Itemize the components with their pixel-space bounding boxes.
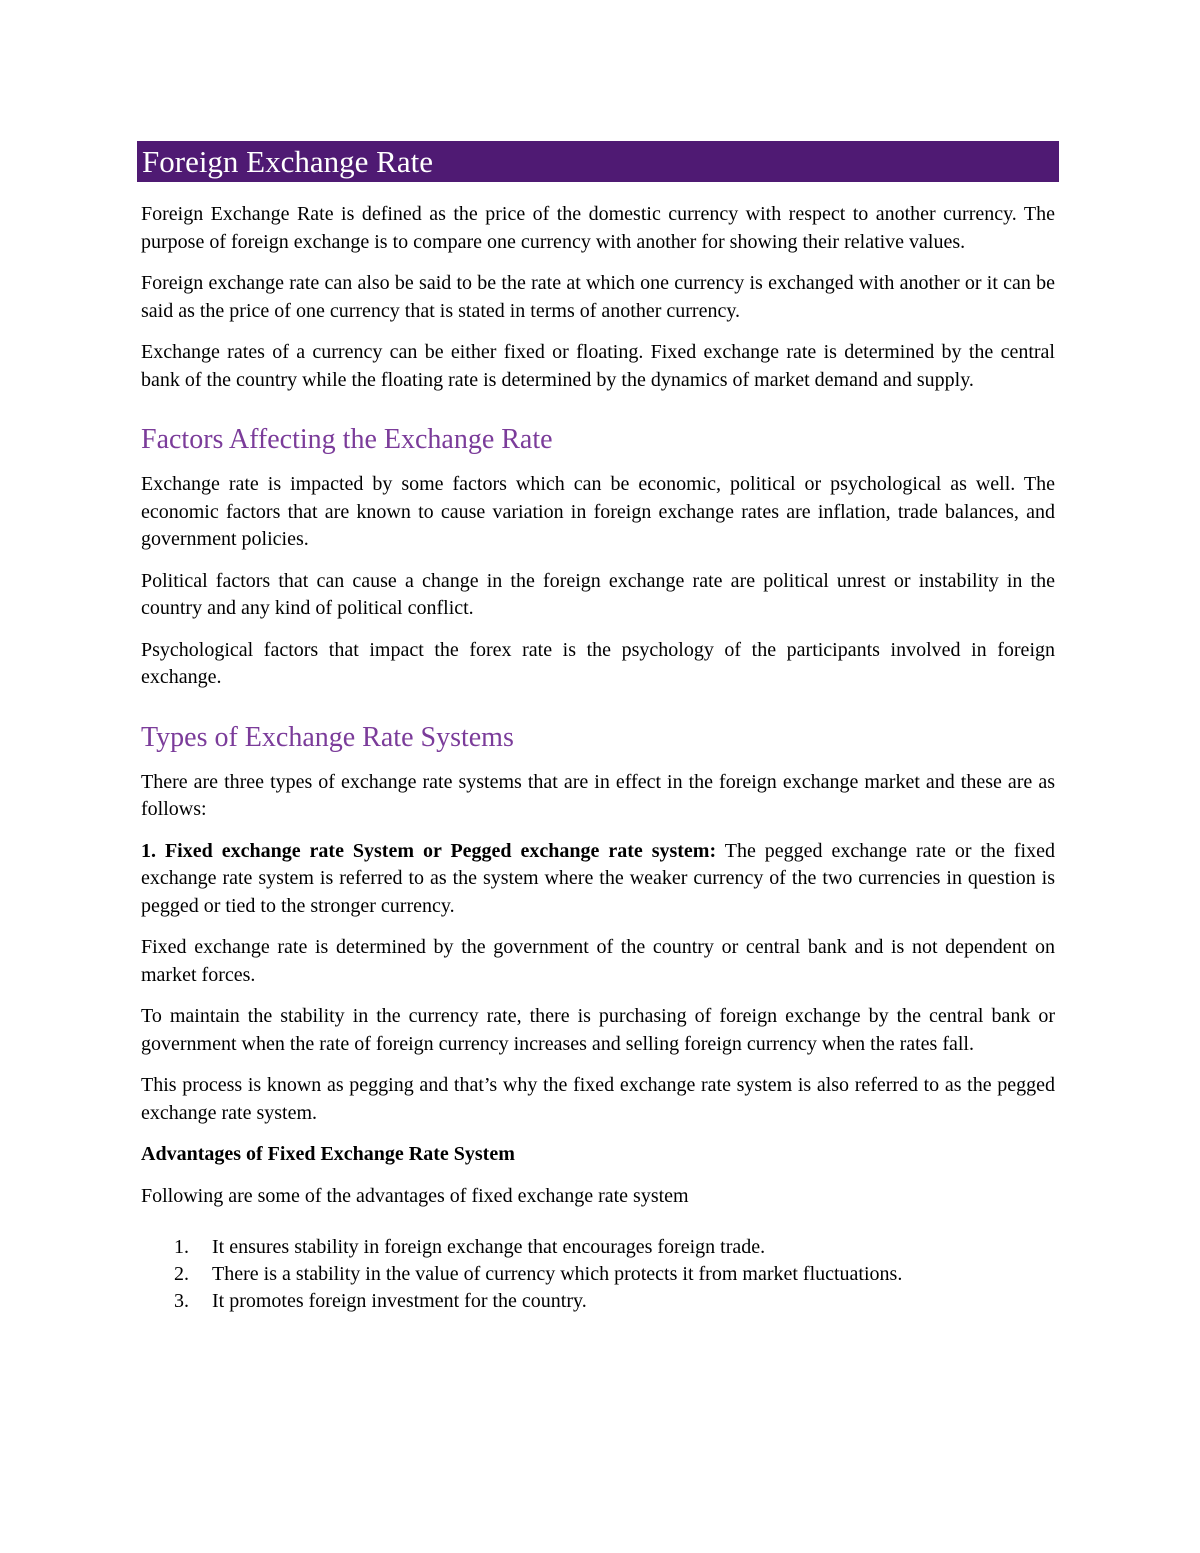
list-item-text: There is a stability in the value of currency which protects it from market fluctuations. (212, 1263, 903, 1285)
list-item-text: It promotes foreign investment for the country. (212, 1290, 587, 1312)
intro-paragraph-3: Exchange rates of a currency can be either fixed or floating. Fixed exchange rate is determined by the central bank of the country while the floating rate is determined by the dynamics of market demand and supply. (141, 341, 1055, 391)
fixed-system-text: The pegged exchange rate or the fixed exchange rate system is referred to as the system where the weaker currency of the two currencies in question is pegged or tied to the stronger currency. (141, 839, 1055, 917)
page-title: Foreign Exchange Rate (142, 144, 433, 179)
title-bar (137, 141, 1059, 182)
types-paragraph-2: To maintain the stability in the currency rate, there is purchasing of foreign exchange by the central bank or government when the rate of foreign currency increases and selling foreign currency when the rates fall. (141, 1005, 1055, 1055)
types-paragraph-3: This process is known as pegging and that’s why the fixed exchange rate system is also referred to as the pegged exchange rate system. (141, 1074, 1055, 1124)
fixed-system-paragraph (137, 838, 1059, 921)
advantages-intro: Following are some of the advantages of fixed exchange rate system (141, 1184, 689, 1207)
list-item (137, 1234, 1059, 1261)
types-heading: Types of Exchange Rate Systems (141, 721, 514, 753)
intro-paragraph-1: Foreign Exchange Rate is defined as the price of the domestic currency with respect to another currency. The purpose of foreign exchange is to compare one currency with another for showing their relative values. (141, 203, 1055, 253)
advantages-list (137, 1234, 1059, 1315)
document-page (137, 141, 1059, 1315)
factors-paragraph-2: Political factors that can cause a change in the foreign exchange rate are political unrest or instability in the country and any kind of political conflict. (141, 569, 1055, 619)
list-item-number: 3. (174, 1290, 189, 1312)
factors-paragraph-3: Psychological factors that impact the forex rate is the psychology of the participants involved in foreign exchange. (141, 638, 1055, 688)
list-item (137, 1288, 1059, 1315)
types-paragraph-1: Fixed exchange rate is determined by the government of the country or central bank and is not dependent on market forces. (141, 936, 1055, 986)
list-item-number: 1. (174, 1236, 189, 1258)
factors-heading: Factors Affecting the Exchange Rate (141, 424, 553, 455)
types-intro: There are three types of exchange rate systems that are in effect in the foreign exchange market and these are as follows: (141, 770, 1055, 820)
list-item (137, 1261, 1059, 1288)
list-item-text: It ensures stability in foreign exchange that encourages foreign trade. (212, 1236, 766, 1258)
advantages-heading: Advantages of Fixed Exchange Rate System (141, 1143, 515, 1165)
list-item-number: 2. (174, 1263, 189, 1285)
fixed-system-label: 1. Fixed exchange rate System or Pegged exchange rate system: (141, 839, 717, 862)
intro-paragraph-2: Foreign exchange rate can also be said to be the rate at which one currency is exchanged with another or it can be said as the price of one currency that is stated in terms of another currency. (141, 272, 1055, 322)
factors-paragraph-1: Exchange rate is impacted by some factors which can be economic, political or psychological as well. The economic factors that are known to cause variation in foreign exchange rates are inflation, trade balances, and government policies. (141, 473, 1055, 550)
